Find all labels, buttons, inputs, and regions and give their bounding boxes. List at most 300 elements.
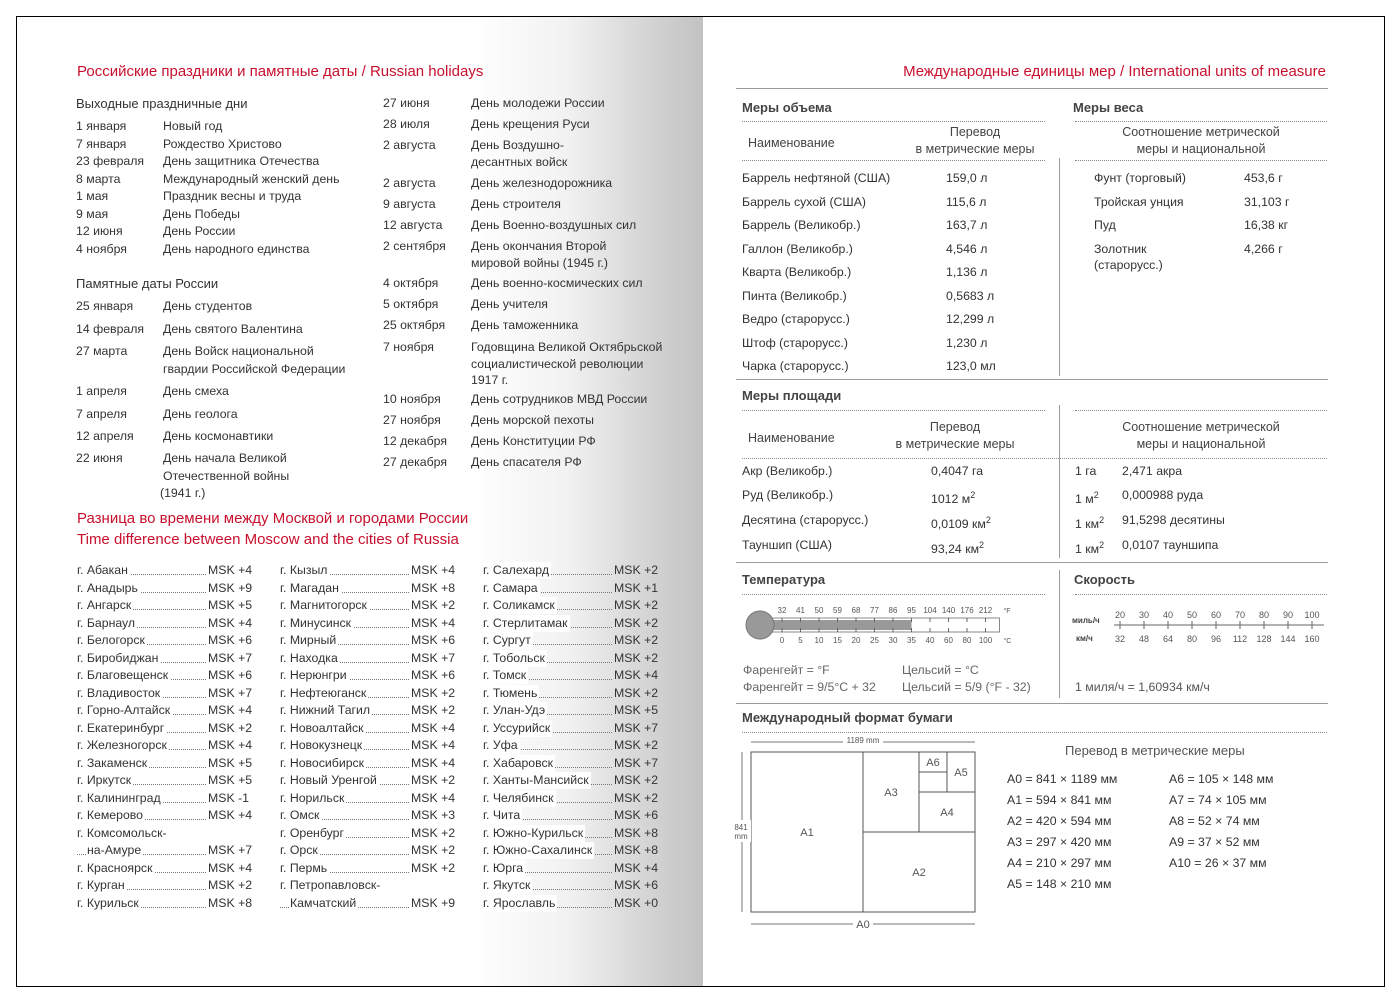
msk-offset: MSK +2 bbox=[614, 615, 659, 630]
city-name: г. Калининград bbox=[77, 790, 161, 805]
holidays-title: Российские праздники и памятные даты / Russian holidays bbox=[77, 63, 484, 80]
msk-offset: MSK +4 bbox=[411, 615, 456, 630]
timezone-row bbox=[280, 737, 466, 754]
kmh-tick-label: 144 bbox=[1280, 634, 1296, 644]
timezone-row bbox=[77, 615, 263, 632]
msk-offset: MSK +9 bbox=[411, 895, 456, 910]
holiday-name: День защитника Отечества bbox=[163, 154, 320, 168]
weight-unit-value: 31,103 г bbox=[1244, 195, 1290, 209]
city-name: г. Абакан bbox=[77, 563, 128, 577]
msk-offset: MSK +6 bbox=[208, 633, 253, 647]
msk-offset: MSK +8 bbox=[614, 843, 659, 857]
msk-offset: MSK +2 bbox=[411, 773, 456, 787]
timezone-row bbox=[280, 842, 466, 859]
c-tick-label: 0 bbox=[779, 636, 785, 645]
paper-size-a-left: А5 = 148 × 210 мм bbox=[1007, 877, 1112, 891]
c-tick-label: 80 bbox=[962, 636, 972, 645]
holiday-name: социалистической революции bbox=[471, 356, 644, 371]
volume-unit-value: 123,0 мл bbox=[946, 359, 996, 373]
area-unit-value bbox=[931, 463, 983, 480]
timezone-row bbox=[280, 772, 466, 789]
weight-unit-name: Тройская унция bbox=[1094, 195, 1184, 209]
timezone-row bbox=[280, 667, 466, 684]
city-name: г. Хабаровск bbox=[483, 755, 554, 770]
timezone-row bbox=[483, 772, 669, 789]
volume-unit-name: Баррель (Великобр.) bbox=[742, 218, 861, 232]
msk-offset: MSK +6 bbox=[411, 668, 456, 682]
holiday-name: День Конституции РФ bbox=[471, 434, 596, 448]
volume-unit-name: Штоф (старорусс.) bbox=[742, 335, 848, 350]
city-name: г. Владивосток bbox=[77, 685, 161, 700]
label-a4: A4 bbox=[940, 807, 954, 819]
memorable-date: 27 марта bbox=[76, 344, 128, 358]
timezone-row bbox=[77, 790, 263, 807]
f-tick-label: 50 bbox=[814, 606, 824, 615]
timezone-row bbox=[77, 702, 263, 719]
city-name: г. Комсомольск- bbox=[77, 825, 167, 840]
city-name: г. Барнаул bbox=[77, 615, 136, 630]
area-metric-text: 1 км bbox=[1075, 517, 1100, 532]
city-name: г. Тюмень bbox=[483, 685, 538, 700]
holiday-name: День молодежи России bbox=[471, 96, 605, 110]
msk-offset: MSK +5 bbox=[208, 598, 253, 612]
area-unit-name: Акр (Великобр.) bbox=[742, 464, 833, 478]
mph-tick-label: 50 bbox=[1186, 610, 1198, 620]
volume-unit-value: 115,6 л bbox=[946, 194, 987, 209]
c-tick-label: 60 bbox=[944, 636, 953, 645]
city-name: г. Сургут bbox=[483, 633, 531, 647]
city-name: на-Амуре bbox=[87, 843, 142, 857]
city-name: г. Горно-Алтайск bbox=[77, 703, 171, 717]
city-name: г. Петропавловск- bbox=[280, 878, 381, 892]
city-name: г. Красноярск bbox=[77, 860, 153, 875]
holiday-name: Новый год bbox=[163, 119, 223, 133]
timezone-row bbox=[77, 580, 263, 597]
volume-unit-name: Кварта (Великобр.) bbox=[742, 265, 852, 279]
weight-unit-name-2: (старорусс.) bbox=[1094, 258, 1163, 272]
volume-unit-name: Галлон (Великобр.) bbox=[742, 241, 853, 256]
area-metric-unit bbox=[1075, 512, 1104, 533]
city-name: г. Анадырь bbox=[77, 580, 138, 595]
city-name: г. Челябинск bbox=[483, 790, 554, 805]
f-tick-label: 176 bbox=[960, 606, 974, 615]
memorable-date: 1 апреля bbox=[76, 384, 127, 398]
msk-offset: MSK +2 bbox=[208, 878, 253, 892]
kmh-tick-label: 64 bbox=[1162, 634, 1174, 644]
timezone-row bbox=[77, 772, 263, 789]
memorable-date: 12 апреля bbox=[76, 429, 134, 443]
msk-offset: MSK +9 bbox=[208, 580, 253, 595]
city-name: г. Кызыл bbox=[280, 563, 328, 577]
msk-offset: MSK +8 bbox=[614, 825, 659, 840]
timezone-row bbox=[77, 685, 263, 702]
timezone-row bbox=[483, 860, 669, 877]
timezone-row bbox=[280, 755, 466, 772]
timezone-row bbox=[483, 632, 669, 649]
timezone-row bbox=[77, 562, 263, 579]
msk-offset: MSK +7 bbox=[614, 755, 659, 770]
holiday-name: День военно-космических сил bbox=[471, 276, 643, 290]
thermometer-bulb bbox=[746, 611, 774, 639]
c-unit-label: °C bbox=[1003, 638, 1012, 645]
msk-offset: MSK +4 bbox=[208, 808, 253, 822]
holiday-name: День Военно-воздушных сил bbox=[471, 218, 637, 232]
mph-tick-label: 90 bbox=[1282, 610, 1294, 620]
holiday-date: 7 ноября bbox=[383, 340, 434, 354]
holiday-name: День России bbox=[163, 224, 236, 238]
city-name: г. Курган bbox=[77, 878, 125, 892]
timezone-row bbox=[280, 580, 466, 597]
area-unit-name: Тауншип (США) bbox=[742, 538, 832, 552]
holiday-date: 9 августа bbox=[383, 197, 436, 211]
msk-offset: MSK +0 bbox=[614, 895, 659, 910]
city-name: г. Оренбург bbox=[280, 825, 344, 840]
timezone-row bbox=[77, 597, 263, 614]
city-name: г. Минусинск bbox=[280, 615, 352, 630]
msk-offset: MSK +4 bbox=[208, 563, 253, 577]
city-name: г. Находка bbox=[280, 650, 338, 665]
msk-offset: MSK +4 bbox=[411, 755, 456, 770]
msk-offset: MSK +6 bbox=[614, 808, 659, 822]
timezone-row bbox=[280, 877, 466, 894]
paper-format-diagram bbox=[730, 734, 982, 934]
msk-offset: MSK +3 bbox=[411, 808, 456, 822]
holiday-date: 8 марта bbox=[76, 171, 121, 186]
mph-label: миль/ч bbox=[1072, 616, 1100, 625]
memorable-name: (1941 г.) bbox=[160, 486, 206, 500]
timezone-row bbox=[77, 877, 263, 894]
area-value-text: 93,24 км bbox=[931, 542, 980, 557]
units-title: Международные единицы мер / International units of measure bbox=[903, 63, 1326, 80]
holiday-name: 1917 г. bbox=[471, 373, 509, 387]
kmh-tick-label: 112 bbox=[1232, 634, 1248, 644]
msk-offset: MSK -1 bbox=[208, 790, 249, 805]
fahrenheit-label: Фаренгейт = °F bbox=[743, 663, 830, 677]
area-unit-name: Руд (Великобр.) bbox=[742, 488, 834, 502]
timezone-row bbox=[483, 877, 669, 894]
volume-unit-value: 163,7 л bbox=[946, 218, 988, 232]
mph-tick-label: 100 bbox=[1304, 610, 1320, 620]
memorable-name: День геолога bbox=[163, 407, 238, 421]
holiday-date: 10 ноября bbox=[383, 392, 441, 406]
holiday-name: День таможенника bbox=[471, 318, 579, 332]
weight-unit-value: 4,266 г bbox=[1244, 242, 1283, 256]
msk-offset: MSK +4 bbox=[208, 860, 253, 875]
speed-scale bbox=[1070, 606, 1328, 654]
memorable-name: Отечественной войны bbox=[163, 468, 290, 483]
timezone-row bbox=[483, 615, 669, 632]
holiday-date: 7 января bbox=[76, 136, 127, 151]
c-tick-label: 20 bbox=[851, 636, 861, 645]
f-tick-label: 77 bbox=[870, 606, 879, 615]
kmh-tick-label: 80 bbox=[1186, 634, 1198, 644]
area-unit-name: Десятина (старорусс.) bbox=[742, 513, 869, 527]
city-name: г. Чита bbox=[483, 808, 521, 822]
timediff-title: Разница во времени между Москвой и городами России bbox=[77, 510, 469, 527]
c-tick-label: 30 bbox=[888, 636, 898, 645]
timezone-row bbox=[77, 807, 263, 824]
holiday-date: 1 января bbox=[76, 119, 127, 133]
volume-unit-value: 159,0 л bbox=[946, 171, 988, 185]
area-value-exponent: 2 bbox=[970, 490, 976, 500]
msk-offset: MSK +8 bbox=[411, 580, 456, 595]
city-name: г. Пермь bbox=[280, 860, 328, 875]
thermometer bbox=[736, 598, 1056, 658]
timezone-row bbox=[280, 807, 466, 824]
city-name: г. Орск bbox=[280, 843, 318, 857]
city-name: г. Благовещенск bbox=[77, 668, 169, 682]
paper-size-a-left: А2 = 420 × 594 мм bbox=[1007, 814, 1112, 828]
timezone-row bbox=[77, 755, 263, 772]
holiday-name: День железнодорожника bbox=[471, 176, 613, 190]
msk-offset: MSK +4 bbox=[411, 790, 456, 805]
memorable-name: День Войск национальной bbox=[163, 344, 314, 358]
city-name: г. Магадан bbox=[280, 580, 339, 595]
volume-header-conv-1: Перевод bbox=[949, 125, 1001, 139]
holiday-name: Годовщина Великой Октябрьской bbox=[471, 340, 663, 354]
volume-header-name: Наименование bbox=[748, 136, 835, 150]
timezone-row bbox=[483, 667, 669, 684]
weight-heading: Меры веса bbox=[1073, 100, 1144, 115]
holiday-name: День сотрудников МВД России bbox=[471, 392, 648, 406]
msk-offset: MSK +2 bbox=[411, 703, 456, 717]
kmh-tick-label: 96 bbox=[1210, 634, 1222, 644]
kmh-tick-label: 160 bbox=[1304, 634, 1320, 644]
msk-offset: MSK +2 bbox=[411, 685, 456, 700]
city-name: г. Уссурийск bbox=[483, 720, 551, 735]
weight-unit-value: 16,38 кг bbox=[1244, 218, 1289, 232]
area-unit-value bbox=[931, 487, 975, 508]
c-tick-label: 40 bbox=[925, 636, 935, 645]
city-name: г. Южно-Курильск bbox=[483, 825, 584, 840]
city-name: г. Иркутск bbox=[77, 773, 132, 787]
timezone-row bbox=[280, 685, 466, 702]
msk-offset: MSK +5 bbox=[208, 755, 253, 770]
holiday-date: 12 июня bbox=[76, 224, 123, 238]
area-header-name: Наименование bbox=[748, 431, 835, 445]
msk-offset: MSK +4 bbox=[208, 615, 253, 630]
kmh-tick-label: 128 bbox=[1256, 634, 1272, 644]
memorable-name: гвардии Российской Федерации bbox=[163, 361, 346, 376]
timezone-row bbox=[280, 790, 466, 807]
area-metric-value: 0,000988 руда bbox=[1122, 488, 1204, 502]
timezone-row bbox=[483, 562, 669, 579]
paper-size-a-left: А3 = 297 × 420 мм bbox=[1007, 835, 1112, 849]
area-metric-value: 91,5298 десятины bbox=[1122, 513, 1225, 527]
city-name: г. Самара bbox=[483, 580, 538, 595]
area-metric-unit bbox=[1075, 537, 1104, 558]
msk-offset: MSK +4 bbox=[208, 738, 253, 752]
mph-tick-label: 80 bbox=[1258, 610, 1270, 620]
f-tick-label: 95 bbox=[907, 606, 916, 615]
holiday-date: 4 ноября bbox=[76, 241, 127, 256]
mph-tick-label: 70 bbox=[1234, 610, 1246, 620]
f-tick-label: 59 bbox=[833, 606, 842, 615]
weight-header-1: Соотношение метрической bbox=[1122, 125, 1280, 139]
city-name: Камчатский bbox=[290, 895, 357, 910]
msk-offset: MSK +4 bbox=[614, 860, 659, 875]
holiday-date: 2 августа bbox=[383, 138, 436, 152]
holiday-date: 12 декабря bbox=[383, 434, 448, 448]
holiday-name: День крещения Руси bbox=[471, 117, 590, 131]
msk-offset: MSK +7 bbox=[208, 685, 253, 700]
city-name: г. Кемерово bbox=[77, 808, 144, 822]
holiday-date: 27 июня bbox=[383, 96, 430, 110]
holiday-date: 28 июля bbox=[383, 117, 430, 131]
timezone-row bbox=[483, 580, 669, 597]
holiday-name: Международный женский день bbox=[163, 171, 340, 186]
timediff-title-en: Time difference between Moscow and the cities of Russia bbox=[77, 531, 459, 548]
memorable-name: День святого Валентина bbox=[163, 322, 303, 336]
volume-unit-value: 4,546 л bbox=[946, 241, 988, 256]
timezone-row bbox=[280, 562, 466, 579]
area-value-text: 0,0109 км bbox=[931, 517, 986, 532]
area-value-exponent: 2 bbox=[985, 515, 991, 525]
city-name: г. Уфа bbox=[483, 738, 518, 752]
celsius-label: Цельсий = °C bbox=[902, 663, 979, 677]
mph-tick-label: 40 bbox=[1162, 610, 1174, 620]
speed-formula: 1 миля/ч = 1,60934 км/ч bbox=[1075, 680, 1210, 694]
kmh-tick-label: 48 bbox=[1138, 634, 1150, 644]
msk-offset: MSK +2 bbox=[411, 843, 456, 857]
city-name: г. Ханты-Мансийск bbox=[483, 773, 589, 787]
label-a6: A6 bbox=[926, 757, 940, 769]
height-dimension-label: 841 bbox=[734, 823, 748, 832]
weight-unit-value: 453,6 г bbox=[1244, 171, 1283, 185]
msk-offset: MSK +5 bbox=[614, 703, 659, 717]
holiday-name: День строителя bbox=[471, 197, 561, 211]
msk-offset: MSK +2 bbox=[614, 790, 659, 805]
city-name: г. Южно-Сахалинск bbox=[483, 843, 593, 857]
city-name: г. Салехард bbox=[483, 563, 549, 577]
city-name: г. Томск bbox=[483, 668, 527, 682]
c-tick-label: 5 bbox=[798, 636, 803, 645]
msk-offset: MSK +2 bbox=[614, 598, 659, 612]
memorable-name: День начала Великой bbox=[163, 451, 287, 465]
city-name: г. Тобольск bbox=[483, 650, 545, 665]
city-name: г. Новый Уренгой bbox=[280, 773, 377, 787]
city-name: г. Нижний Тагил bbox=[280, 703, 371, 717]
holiday-name: Праздник весны и труда bbox=[163, 189, 302, 203]
area-metric-exponent: 2 bbox=[1099, 540, 1105, 550]
area-unit-value bbox=[931, 537, 984, 558]
timezone-row bbox=[483, 895, 669, 912]
volume-unit-name: Пинта (Великобр.) bbox=[742, 288, 847, 303]
msk-offset: MSK +2 bbox=[614, 773, 659, 787]
thermometer-fill bbox=[768, 620, 912, 630]
holiday-date: 5 октября bbox=[383, 297, 439, 311]
c-tick-label: 25 bbox=[870, 636, 879, 645]
holiday-name: День учителя bbox=[471, 297, 548, 311]
timezone-row bbox=[77, 667, 263, 684]
msk-offset: MSK +2 bbox=[614, 633, 659, 647]
msk-offset: MSK +4 bbox=[614, 668, 659, 682]
holiday-date: 2 сентября bbox=[383, 239, 446, 253]
timezone-row bbox=[483, 807, 669, 824]
celsius-formula: Цельсий = 5/9 (°F - 32) bbox=[902, 680, 1031, 694]
city-name: г. Закаменск bbox=[77, 755, 148, 770]
holiday-name: десантных войск bbox=[471, 154, 568, 169]
holiday-name: День морской пехоты bbox=[471, 413, 594, 427]
msk-offset: MSK +8 bbox=[208, 895, 253, 910]
c-tick-label: 100 bbox=[978, 636, 993, 645]
label-a3: A3 bbox=[884, 787, 898, 799]
volume-unit-value: 12,299 л bbox=[946, 312, 995, 326]
city-name: г. Новосибирск bbox=[280, 755, 365, 770]
f-tick-label: 104 bbox=[923, 606, 937, 615]
weight-unit-name: Пуд bbox=[1094, 218, 1116, 232]
c-tick-label: 35 bbox=[907, 636, 916, 645]
f-tick-label: 212 bbox=[978, 606, 993, 615]
timezone-row bbox=[280, 702, 466, 719]
height-dimension-unit: mm bbox=[734, 832, 748, 841]
timezone-row bbox=[483, 842, 669, 859]
city-name: г. Якутск bbox=[483, 878, 531, 892]
msk-offset: MSK +1 bbox=[614, 580, 659, 595]
city-name: г. Новокузнецк bbox=[280, 738, 363, 752]
msk-offset: MSK +2 bbox=[614, 738, 659, 752]
memorable-name: День космонавтики bbox=[163, 429, 274, 443]
area-header-conv-2: в метрические меры bbox=[895, 437, 1015, 451]
area-value-text: 1012 м bbox=[931, 492, 971, 507]
holiday-name: День спасателя РФ bbox=[471, 455, 582, 469]
volume-unit-name: Чарка (старорусс.) bbox=[742, 359, 849, 373]
f-tick-label: 86 bbox=[888, 606, 898, 615]
area-metric-text: 1 км bbox=[1075, 542, 1100, 557]
area-metric-text: 1 га bbox=[1075, 464, 1097, 478]
volume-unit-value: 1,230 л bbox=[946, 335, 988, 350]
volume-unit-name: Ведро (старорусс.) bbox=[742, 312, 850, 326]
timezone-row bbox=[483, 597, 669, 614]
timezone-row bbox=[280, 615, 466, 632]
area-value-text: 0,4047 га bbox=[931, 464, 984, 478]
volume-header-conv-2: в метрические меры bbox=[915, 142, 1035, 156]
label-a0: A0 bbox=[856, 919, 870, 931]
paper-heading: Международный формат бумаги bbox=[742, 710, 953, 725]
days-off-heading: Выходные праздничные дни bbox=[76, 96, 248, 111]
timezone-row bbox=[77, 842, 263, 859]
temperature-heading: Температура bbox=[742, 572, 826, 587]
area-metric-unit bbox=[1075, 487, 1099, 508]
area-metric-text: 1 м bbox=[1075, 492, 1094, 507]
city-name: г. Нерюнгри bbox=[280, 668, 347, 682]
city-name: г. Курильск bbox=[77, 895, 139, 910]
weight-unit-name: Фунт (торговый) bbox=[1094, 171, 1186, 185]
timezone-row bbox=[77, 737, 263, 754]
timezone-row bbox=[77, 650, 263, 667]
label-a2: A2 bbox=[912, 867, 926, 879]
mph-tick-label: 20 bbox=[1114, 610, 1126, 620]
city-name: г. Ярославль bbox=[483, 895, 556, 910]
holiday-name: Рождество Христово bbox=[163, 136, 282, 151]
memorable-name: День смеха bbox=[163, 384, 229, 398]
mph-tick-label: 60 bbox=[1210, 610, 1222, 620]
timezone-row bbox=[280, 632, 466, 649]
paper-size-a-right: А9 = 37 × 52 мм bbox=[1169, 835, 1260, 849]
timezone-row bbox=[483, 685, 669, 702]
f-tick-label: 41 bbox=[796, 606, 805, 615]
holiday-date: 27 декабря bbox=[383, 455, 448, 469]
city-name: г. Омск bbox=[280, 808, 320, 822]
paper-conversion-title: Перевод в метрические меры bbox=[1065, 743, 1245, 758]
kmh-tick-label: 32 bbox=[1114, 634, 1126, 644]
width-dimension-label: 1189 mm bbox=[846, 736, 880, 745]
timezone-row bbox=[483, 702, 669, 719]
timezone-row bbox=[280, 860, 466, 877]
area-metric-value: 2,471 акра bbox=[1122, 464, 1183, 478]
msk-offset: MSK +2 bbox=[614, 685, 659, 700]
timezone-row bbox=[280, 650, 466, 667]
